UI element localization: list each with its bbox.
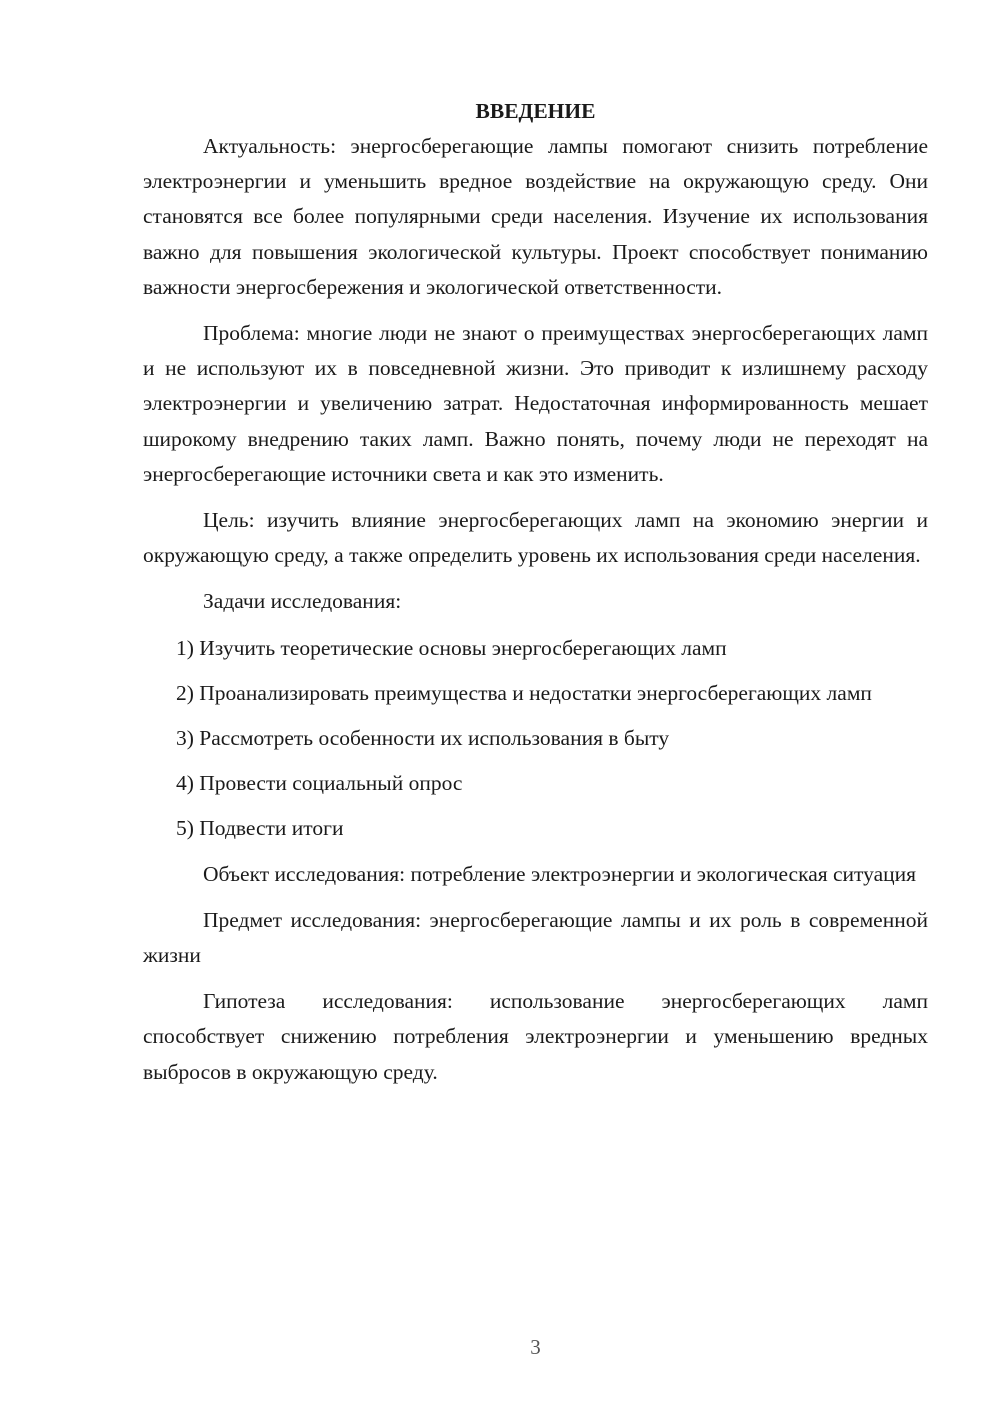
paragraph-subject: Предмет исследования: энергосберегающие лампы и их роль в современной жизни	[143, 907, 928, 968]
page-title: ВВЕДЕНИЕ	[475, 99, 596, 123]
list-item: 4) Провести социальный опрос	[176, 771, 463, 796]
list-item: 5) Подвести итоги	[176, 816, 344, 841]
paragraph-problem: Проблема: многие люди не знают о преимуществах энергосберегающих ламп и не используют их в повседневной жизни. Это приводит к излишнему расходу электроэнергии и увеличению затрат. Недостаточная информированность мешает широкому внедрению таких ламп. Важно понять, почему люди не переходят на энергосберегающие источники света и как это изменить.	[143, 321, 928, 486]
page-number: 3	[530, 1335, 541, 1359]
tasks-heading: Задачи исследования:	[203, 589, 402, 614]
list-item: 1) Изучить теоретические основы энергосберегающих ламп	[176, 635, 727, 660]
document-body	[143, 96, 928, 1101]
tasks-list	[143, 631, 928, 847]
paragraph-object: Объект исследования: потребление электроэнергии и экологическая ситуация	[203, 861, 917, 886]
paragraph-hypothesis: Гипотеза исследования: использование энергосберегающих ламп способствует снижению потребления электроэнергии и уменьшению вредных выбросов в окружающую среду.	[143, 989, 928, 1084]
list-item: 3) Рассмотреть особенности их использования в быту	[176, 726, 670, 751]
paragraph-goal: Цель: изучить влияние энергосберегающих ламп на экономию энергии и окружающую среду, а также определить уровень их использования среди населения.	[143, 508, 928, 568]
paragraph-relevance: Актуальность: энергосберегающие лампы помогают снизить потребление электроэнергии и уменьшить вредное воздействие на окружающую среду. Они становятся все более популярными среди населения. Изучение их использования важно для повышения экологической культуры. Проект способствует пониманию важности энергосбережения и экологической ответственности.	[143, 134, 928, 299]
list-item: 2) Проанализировать преимущества и недостатки энергосберегающих ламп	[176, 680, 872, 705]
